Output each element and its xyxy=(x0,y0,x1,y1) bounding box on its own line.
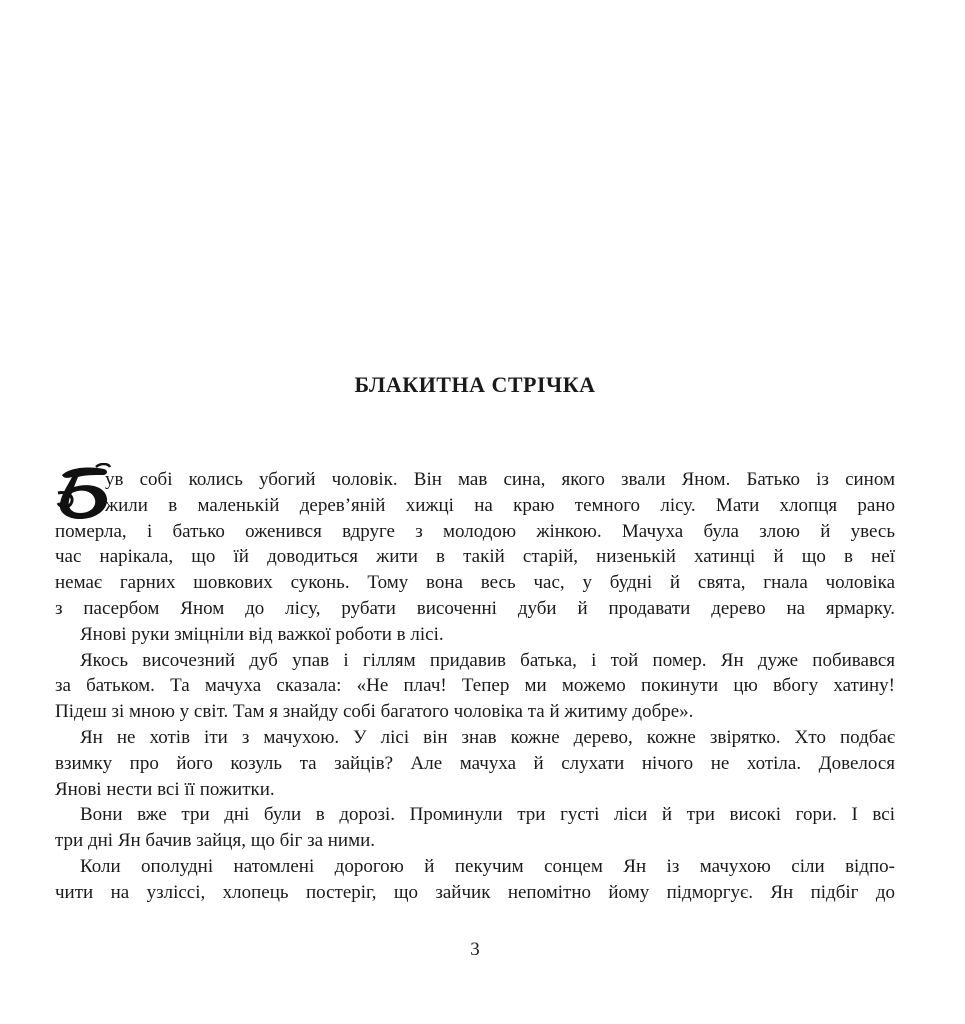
text-line: три дні Ян бачив зайця, що біг за ними. xyxy=(55,830,376,852)
text-line: час нарікала, що їй доводиться жити в такій старій, низенькій хатинці й що в неї xyxy=(55,546,895,568)
text-line: Янові руки зміцніли від важкої роботи в лісі. xyxy=(80,623,444,645)
text-line: Якось височезний дуб упав і гіллям придавив батька, і той помер. Ян дуже побивався xyxy=(80,649,895,671)
text-line: Вони вже три дні були в дорозі. Проминули три густі ліси й три високі гори. І всі xyxy=(80,804,895,826)
page-number: 3 xyxy=(470,939,480,960)
text-line: Коли опoлудні натомлені дорогою й пекучим сонцем Ян із мачухою сіли відпо- xyxy=(80,855,895,877)
text-line: за батьком. Та мачуха сказала: «Не плач! Тепер ми можемо покинути цю вбогу хатину! xyxy=(55,675,895,697)
story-title: БЛАКИТНА СТРІЧКА xyxy=(354,372,596,397)
text-line: Янові нести всі її пожитки. xyxy=(55,778,275,800)
text-line: немає гарних шовкових суконь. Тому вона весь час, у будні й свята, гнала чоловіка xyxy=(55,572,895,594)
text-line: Підеш зі мною у світ. Там я знайду собі багатого чоловіка та й житиму добре». xyxy=(55,701,694,723)
text-line: взимку про його козуль та зайців? Але мачуха й слухати нічого не хотіла. Довелося xyxy=(55,752,895,774)
text-line: Ян не хотів іти з мачухою. У лісі він знав кожне дерево, кожне звірятко. Хто подбає xyxy=(80,726,895,748)
story-text xyxy=(55,467,895,906)
text-line: з пасербом Яном до лісу, рубати височенні дуби й продавати дерево на ярмарку. xyxy=(55,597,895,619)
text-line: померла, і батько оженився вдруге з молодою жінкою. Мачуха була злою й увесь xyxy=(55,520,895,542)
text-line: ув собі колись убогий чоловік. Він мав сина, якого звали Яном. Батько із сином xyxy=(105,469,895,490)
text-line: жили в маленькій дерев’яній хижці на краю темного лісу. Мати хлопця рано xyxy=(105,494,895,516)
text-line: чити на узліссі, хлопець постеріг, що зайчик непомітно йому підморгує. Ян підбіг до xyxy=(55,881,895,903)
